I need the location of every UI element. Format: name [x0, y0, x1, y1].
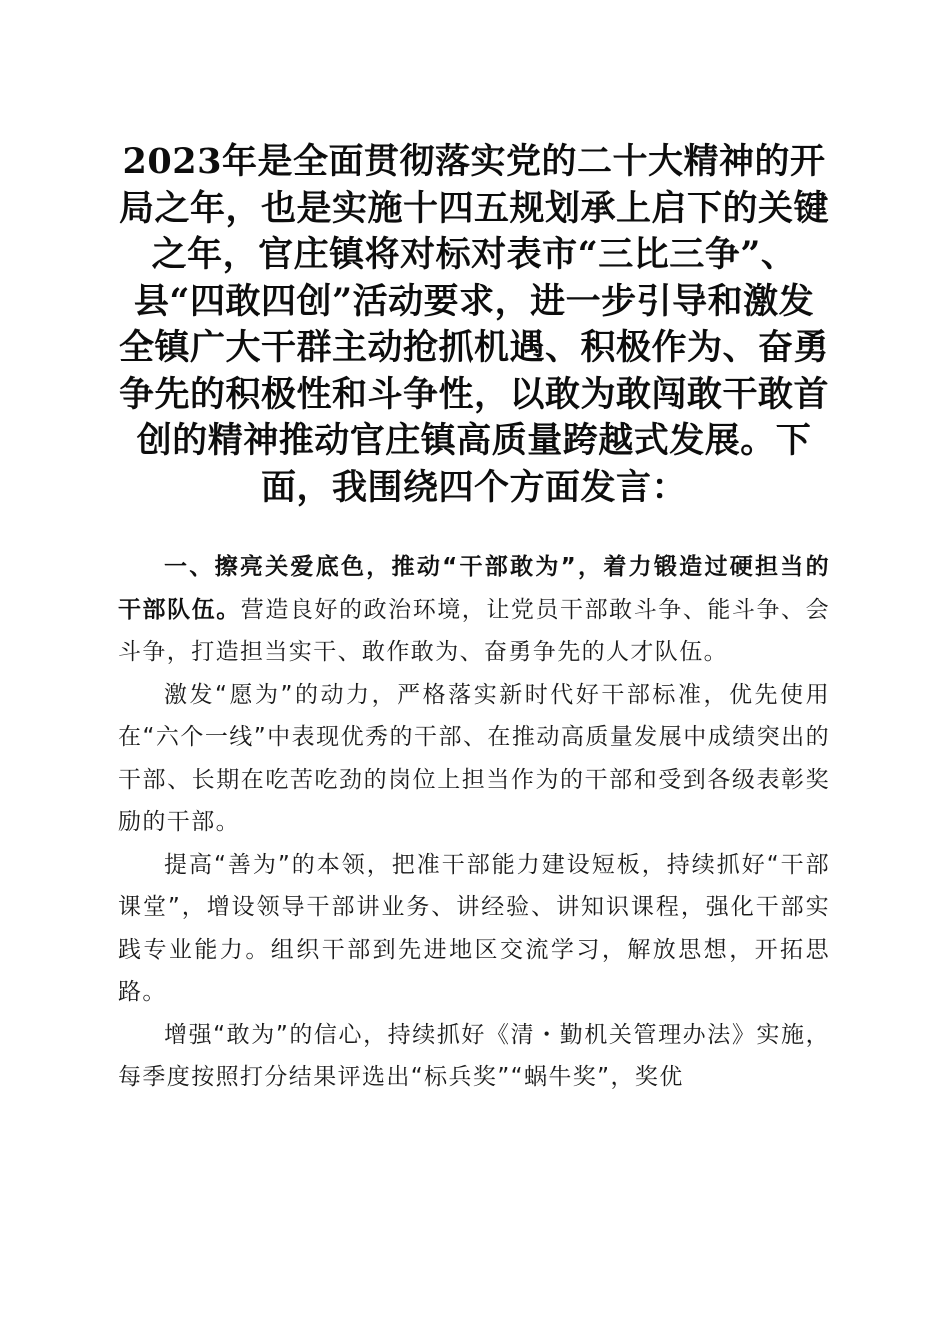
section-paragraph-2	[118, 674, 830, 844]
section-paragraph-1	[118, 546, 830, 674]
section-text-3: 提高“善为”的本领，把准干部能力建设短板，持续抓好“干部课堂”，增设领导干部讲业务、讲经验、讲知识课程，强化干部实践专业能力。组织干部到先进地区交流学习，解放思想，开拓思路。	[118, 851, 830, 1005]
section-text-1: 营造良好的政治环境，让党员干部敢斗争、能斗争、会斗争，打造担当实干、敢作敢为、奋勇争先的人才队伍。	[118, 596, 831, 665]
section-text-4: 增强“敢为”的信心，持续抓好《清・勤机关管理办法》实施，每季度按照打分结果评选出“标兵奖”“蜗牛奖”，奖优	[118, 1021, 830, 1090]
document-body	[118, 546, 830, 1099]
section-paragraph-3	[118, 844, 830, 1014]
section-lead-1: 一、擦亮关爱底色，推动“干部敢为”，着力锻造过硬担当的干部队伍。	[118, 554, 830, 623]
document-heading: 2023年是全面贯彻落实党的二十大精神的开局之年，也是实施十四五规划承上启下的关键之年，官庄镇将对标对表市“三比三争”、县“四敢四创”活动要求，进一步引导和激发全镇广大干群主动抢抓机遇、积极作为、奋勇争先的积极性和斗争性，以敢为敢闯敢干敢首创的精神推动官庄镇高质量跨越式发展。下面，我围绕四个方面发言：	[118, 141, 829, 508]
section-paragraph-4	[118, 1014, 830, 1099]
section-text-2: 激发“愿为”的动力，严格落实新时代好干部标准，优先使用在“六个一线”中表现优秀的干部、在推动高质量发展中成绩突出的干部、长期在吃苦吃劲的岗位上担当作为的干部和受到各级表彰奖励的干部。	[118, 681, 830, 835]
